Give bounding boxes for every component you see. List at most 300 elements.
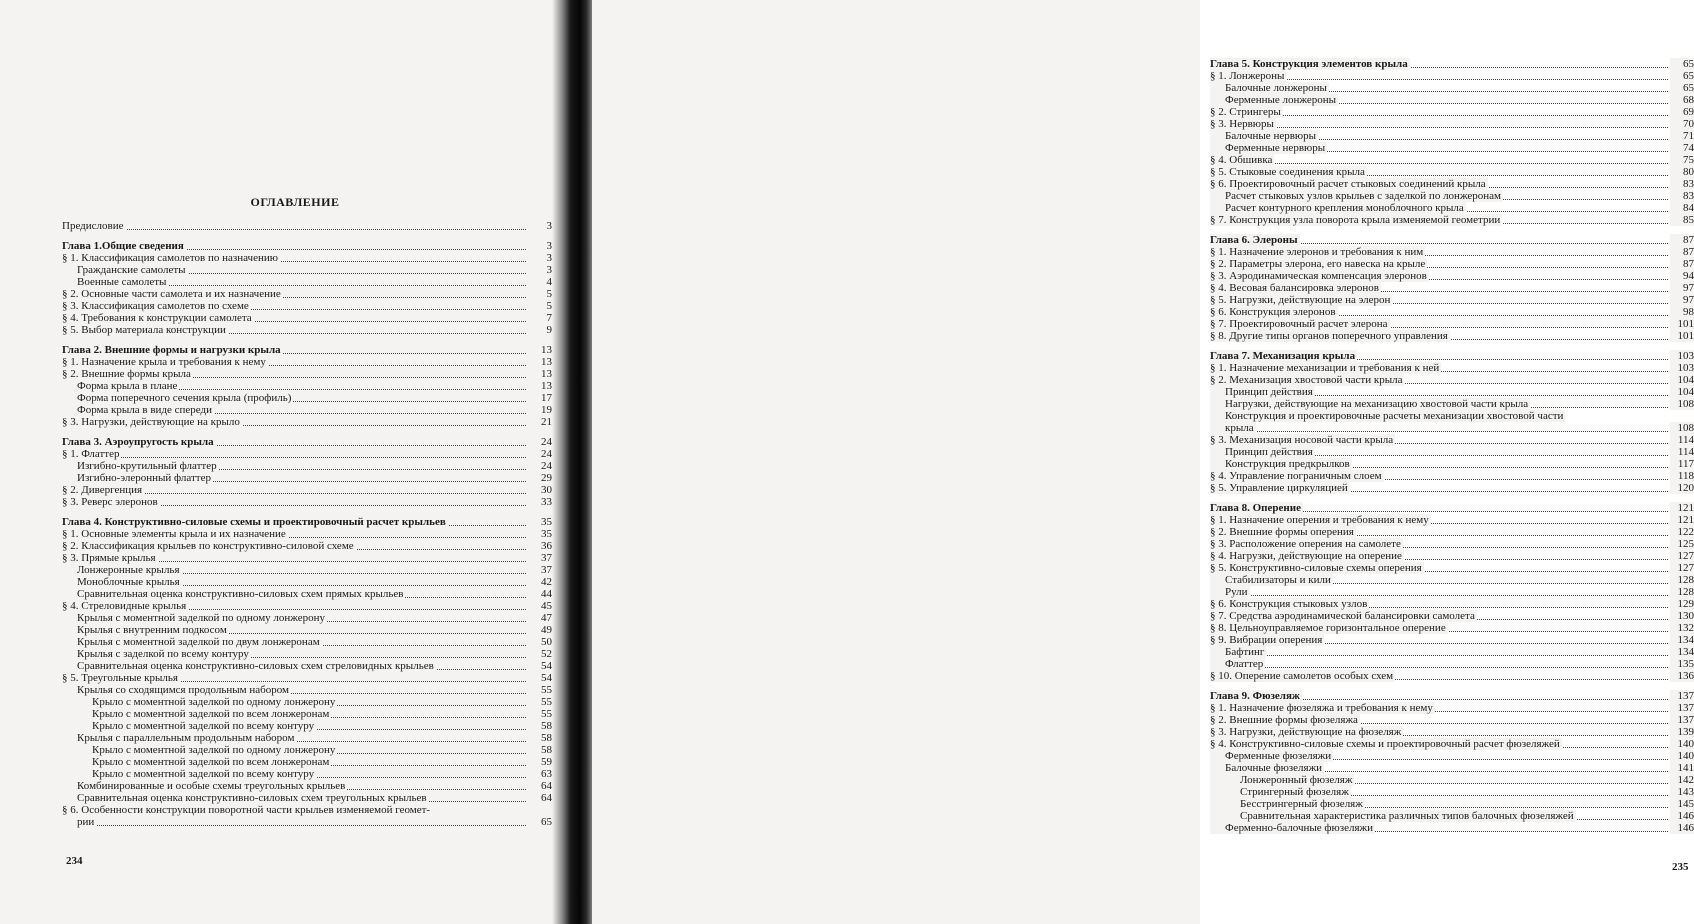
toc-entry-page: 5 bbox=[528, 300, 552, 312]
toc-entry-page: 33 bbox=[528, 496, 552, 508]
toc-entry-page: 37 bbox=[528, 552, 552, 564]
toc-entry bbox=[1210, 538, 1694, 550]
toc-entry-page: 114 bbox=[1670, 446, 1694, 458]
toc-entry-title: § 3. Прямые крылья bbox=[62, 552, 156, 564]
right-page bbox=[592, 0, 1694, 924]
section-gap bbox=[1210, 494, 1694, 502]
toc-entry-page: 30 bbox=[528, 484, 552, 496]
toc-entry bbox=[1210, 166, 1694, 178]
toc-entry-page: 13 bbox=[528, 368, 552, 380]
toc-entry-title: Принцип действия bbox=[1210, 386, 1315, 398]
section-gap bbox=[1210, 682, 1694, 690]
toc-chapter-entry bbox=[1210, 58, 1694, 70]
toc-entry-title: Глава 5. Конструкция элементов крыла bbox=[1210, 58, 1408, 70]
toc-entry-title: рии bbox=[62, 816, 96, 828]
toc-entry-page: 24 bbox=[528, 448, 552, 460]
toc-entry bbox=[1210, 94, 1694, 106]
toc-entry bbox=[1210, 106, 1694, 118]
toc-entry bbox=[1210, 178, 1694, 190]
toc-entry-page: 120 bbox=[1670, 482, 1694, 494]
toc-entry-page: 54 bbox=[528, 660, 552, 672]
toc-entry-title: § 1. Лонжероны bbox=[1210, 70, 1285, 82]
toc-entry-page: 87 bbox=[1670, 234, 1694, 246]
toc-entry-title: § 2. Механизация хвостовой части крыла bbox=[1210, 374, 1403, 386]
toc-entry-page: 3 bbox=[528, 240, 552, 252]
toc-entry-title: Рули bbox=[1210, 586, 1250, 598]
toc-entry bbox=[1210, 458, 1694, 470]
toc-entry-title: Крыло с моментной заделкой по всему контуру bbox=[62, 720, 316, 732]
toc-entry-title: § 6. Конструкция элеронов bbox=[1210, 306, 1336, 318]
toc-entry bbox=[62, 540, 552, 552]
toc-entry-title: § 3. Нагрузки, действующие на фюзеляж bbox=[1210, 726, 1402, 738]
toc-entry-title: § 10. Оперение самолетов особых схем bbox=[1210, 670, 1394, 682]
toc-entry bbox=[1210, 670, 1694, 682]
toc-entry-page: 3 bbox=[528, 220, 552, 232]
toc-entry-page: 9 bbox=[528, 324, 552, 336]
toc-entry bbox=[1210, 482, 1694, 494]
toc-entry-title: Бафтинг bbox=[1210, 646, 1266, 658]
dot-leader bbox=[1210, 655, 1668, 656]
toc-entry-title: Конструкция и проектировочные расчеты механизации хвостовой части bbox=[1210, 410, 1565, 422]
toc-entry-page: 146 bbox=[1670, 822, 1694, 834]
toc-entry-page: 58 bbox=[528, 720, 552, 732]
toc-entry-title: Глава 6. Элероны bbox=[1210, 234, 1298, 246]
section-gap bbox=[62, 336, 552, 344]
toc-entry-page: 58 bbox=[528, 744, 552, 756]
toc-entry-page: 127 bbox=[1670, 562, 1694, 574]
dot-leader bbox=[1210, 163, 1668, 164]
toc-entry-title: § 4. Конструктивно-силовые схемы и проектировочный расчет фюзеляжей bbox=[1210, 738, 1560, 750]
toc-entry-page: 59 bbox=[528, 756, 552, 768]
toc-entry-title: § 7. Конструкция узла поворота крыла изменяемой геометрии bbox=[1210, 214, 1501, 226]
toc-entry-title: Крыло с моментной заделкой по одному лонжерону bbox=[62, 744, 337, 756]
toc-entry bbox=[62, 484, 552, 496]
toc-entry-title: Стрингерный фюзеляж bbox=[1210, 786, 1351, 798]
toc-entry bbox=[1210, 386, 1694, 398]
toc-entry-title: § 7. Проектировочный расчет элерона bbox=[1210, 318, 1388, 330]
toc-entry bbox=[1210, 330, 1694, 342]
toc-entry-title: § 2. Дивергенция bbox=[62, 484, 143, 496]
toc-entry-page: 87 bbox=[1670, 258, 1694, 270]
toc-entry-title: Лонжеронный фюзеляж bbox=[1210, 774, 1354, 786]
toc-entry-page: 19 bbox=[528, 404, 552, 416]
toc-entry-title: § 4. Весовая балансировка элеронов bbox=[1210, 282, 1379, 294]
toc-entry-title: Крыло с моментной заделкой по всем лонжеронам bbox=[62, 708, 331, 720]
toc-entry bbox=[62, 404, 552, 416]
toc-entry-title: Комбинированные и особые схемы треугольных крыльев bbox=[62, 780, 347, 792]
section-gap bbox=[62, 232, 552, 240]
toc-entry-title: Изгибно-элеронный флаттер bbox=[62, 472, 213, 484]
toc-entry-page: 132 bbox=[1670, 622, 1694, 634]
toc-entry-page: 35 bbox=[528, 516, 552, 528]
toc-entry bbox=[62, 252, 552, 264]
toc-entry-page: 4 bbox=[528, 276, 552, 288]
toc-entry bbox=[1210, 738, 1694, 750]
toc-entry-title: § 3. Расположение оперения на самолете bbox=[1210, 538, 1401, 550]
toc-entry bbox=[1210, 422, 1694, 434]
dot-leader bbox=[1210, 595, 1668, 596]
toc-chapter-entry bbox=[62, 516, 552, 528]
toc-entry-title: Сравнительная оценка конструктивно-силовых схем прямых крыльев bbox=[62, 588, 405, 600]
toc-entry-title: § 1. Основные элементы крыла и их назначение bbox=[62, 528, 286, 540]
toc-entry-title: § 2. Внешние формы фюзеляжа bbox=[1210, 714, 1358, 726]
toc-entry-title: § 9. Вибрации оперения bbox=[1210, 634, 1323, 646]
toc-entry-title: Предисловие bbox=[62, 220, 124, 232]
page-number-left: 234 bbox=[66, 855, 83, 867]
toc-entry-page: 128 bbox=[1670, 574, 1694, 586]
toc-entry bbox=[1210, 294, 1694, 306]
toc-entry-page: 85 bbox=[1670, 214, 1694, 226]
toc-entry-page: 69 bbox=[1670, 106, 1694, 118]
toc-entry-page: 136 bbox=[1670, 670, 1694, 682]
toc-entry-title: крыла bbox=[1210, 422, 1256, 434]
toc-entry bbox=[62, 528, 552, 540]
toc-entry-page: 141 bbox=[1670, 762, 1694, 774]
toc-entry-title: § 4. Стреловидные крылья bbox=[62, 600, 187, 612]
toc-entry-page: 108 bbox=[1670, 422, 1694, 434]
toc-entry bbox=[62, 684, 552, 696]
toc-entry bbox=[1210, 774, 1694, 786]
toc-entry bbox=[62, 792, 552, 804]
toc-entry-page: 42 bbox=[528, 576, 552, 588]
toc-entry-title: Сравнительная оценка конструктивно-силовых схем треугольных крыльев bbox=[62, 792, 429, 804]
toc-entry-title: Крылья с моментной заделкой по одному лонжерону bbox=[62, 612, 327, 624]
toc-entry-page: 97 bbox=[1670, 294, 1694, 306]
toc-entry-title: § 8. Цельноуправляемое горизонтальное оперение bbox=[1210, 622, 1446, 634]
toc-chapter-entry bbox=[1210, 502, 1694, 514]
toc-entry-title: Расчет стыковых узлов крыльев с заделкой по лонжеронам bbox=[1210, 190, 1503, 202]
toc-entry-page: 122 bbox=[1670, 526, 1694, 538]
toc-entry bbox=[62, 780, 552, 792]
toc-entry-title: § 4. Нагрузки, действующие на оперение bbox=[1210, 550, 1402, 562]
toc-entry-page: 13 bbox=[528, 356, 552, 368]
toc-entry-page: 101 bbox=[1670, 318, 1694, 330]
toc-entry bbox=[1210, 750, 1694, 762]
toc-entry-page: 140 bbox=[1670, 738, 1694, 750]
toc-entry-page: 47 bbox=[528, 612, 552, 624]
toc-entry-page: 129 bbox=[1670, 598, 1694, 610]
toc-entry-page: 50 bbox=[528, 636, 552, 648]
toc-entry-page: 130 bbox=[1670, 610, 1694, 622]
toc-entry-page: 55 bbox=[528, 696, 552, 708]
toc-entry bbox=[62, 312, 552, 324]
toc-entry bbox=[62, 392, 552, 404]
toc-entry-page: 118 bbox=[1670, 470, 1694, 482]
section-gap bbox=[1210, 226, 1694, 234]
toc-entry-title: Крыло с моментной заделкой по одному лонжерону bbox=[62, 696, 337, 708]
toc-entry-title: Ферменно-балочные фюзеляжи bbox=[1210, 822, 1375, 834]
toc-entry-page: 146 bbox=[1670, 810, 1694, 822]
toc-entry-title: Флаттер bbox=[1210, 658, 1265, 670]
toc-entry-title: § 7. Средства аэродинамической балансировки самолета bbox=[1210, 610, 1475, 622]
toc-entry bbox=[1210, 550, 1694, 562]
toc-entry bbox=[62, 380, 552, 392]
toc-entry-page: 75 bbox=[1670, 154, 1694, 166]
toc-entry-page: 121 bbox=[1670, 502, 1694, 514]
toc-entry bbox=[62, 612, 552, 624]
toc-entry-title: § 4. Управление пограничным слоем bbox=[1210, 470, 1382, 482]
toc-entry-title: Форма крыла в виде спереди bbox=[62, 404, 214, 416]
dot-leader bbox=[62, 825, 526, 826]
toc-entry-page: 101 bbox=[1670, 330, 1694, 342]
toc-entry bbox=[62, 356, 552, 368]
toc-entry-title: Конструкция предкрылков bbox=[1210, 458, 1352, 470]
toc-entry-title: § 5. Конструктивно-силовые схемы оперения bbox=[1210, 562, 1422, 574]
toc-entry bbox=[1210, 142, 1694, 154]
toc-entry-title: § 6. Конструкция стыковых узлов bbox=[1210, 598, 1368, 610]
toc-entry-page: 135 bbox=[1670, 658, 1694, 670]
toc-entry-page: 134 bbox=[1670, 634, 1694, 646]
toc-entry-title: Глава 8. Оперение bbox=[1210, 502, 1301, 514]
toc-entry-title: Бесстрингерный фюзеляж bbox=[1210, 798, 1365, 810]
toc-entry-page: 94 bbox=[1670, 270, 1694, 282]
toc-entry-page: 44 bbox=[528, 588, 552, 600]
toc-entry-title: § 1. Классификация самолетов по назначению bbox=[62, 252, 278, 264]
toc-entry-page: 140 bbox=[1670, 750, 1694, 762]
toc-entry-page: 7 bbox=[528, 312, 552, 324]
toc-entry bbox=[62, 648, 552, 660]
left-page bbox=[0, 0, 563, 924]
toc-entry-title: Форма поперечного сечения крыла (профиль) bbox=[62, 392, 293, 404]
toc-entry-page: 55 bbox=[528, 708, 552, 720]
toc-entry-title: Сравнительная характеристика различных типов балочных фюзеляжей bbox=[1210, 810, 1576, 822]
toc-entry bbox=[62, 264, 552, 276]
toc-entry bbox=[62, 496, 552, 508]
toc-entry-page: 104 bbox=[1670, 386, 1694, 398]
toc-entry-title: § 3. Реверс элеронов bbox=[62, 496, 158, 508]
toc-entry-page: 125 bbox=[1670, 538, 1694, 550]
toc-entry bbox=[62, 448, 552, 460]
toc-entry bbox=[62, 460, 552, 472]
toc-chapter-entry bbox=[62, 240, 552, 252]
toc-entry-title: § 2. Основные части самолета и их назначение bbox=[62, 288, 281, 300]
toc-entry bbox=[62, 744, 552, 756]
section-gap bbox=[62, 508, 552, 516]
toc-entry-page: 36 bbox=[528, 540, 552, 552]
toc-entry bbox=[62, 576, 552, 588]
toc-heading: ОГЛАВЛЕНИЕ bbox=[250, 195, 340, 209]
toc-entry-title: Глава 9. Фюзеляж bbox=[1210, 690, 1300, 702]
toc-entry-page: 142 bbox=[1670, 774, 1694, 786]
toc-entry-title: § 3. Классификация самолетов по схеме bbox=[62, 300, 249, 312]
toc-entry-title: Сравнительная оценка конструктивно-силовых схем стреловидных крыльев bbox=[62, 660, 436, 672]
toc-entry-title: § 3. Аэродинамическая компенсация элеронов bbox=[1210, 270, 1427, 282]
toc-entry-page: 139 bbox=[1670, 726, 1694, 738]
toc-entry-title: § 8. Другие типы органов поперечного управления bbox=[1210, 330, 1448, 342]
toc-entry-title: § 6. Особенности конструкции поворотной части крыльев изменяемой геомет- bbox=[62, 804, 431, 816]
toc-entry-page: 137 bbox=[1670, 690, 1694, 702]
toc-entry bbox=[62, 804, 552, 816]
toc-entry bbox=[1210, 306, 1694, 318]
toc-entry-page: 103 bbox=[1670, 362, 1694, 374]
toc-entry bbox=[1210, 246, 1694, 258]
toc-entry bbox=[62, 696, 552, 708]
toc-entry-title: § 1. Назначение фюзеляжа и требования к нему bbox=[1210, 702, 1433, 714]
toc-entry bbox=[1210, 190, 1694, 202]
toc-entry bbox=[62, 368, 552, 380]
toc-entry-page: 65 bbox=[1670, 82, 1694, 94]
toc-entry-title: Крылья с моментной заделкой по двум лонжеронам bbox=[62, 636, 322, 648]
toc-entry-page: 49 bbox=[528, 624, 552, 636]
toc-entry bbox=[1210, 434, 1694, 446]
toc-entry bbox=[1210, 154, 1694, 166]
toc-entry bbox=[1210, 786, 1694, 798]
dot-leader bbox=[62, 457, 526, 458]
toc-entry-title: § 2. Классификация крыльев по конструктивно-силовой схеме bbox=[62, 540, 354, 552]
toc-entry bbox=[1210, 446, 1694, 458]
toc-entry-title: § 5. Нагрузки, действующие на элерон bbox=[1210, 294, 1391, 306]
toc-chapter-entry bbox=[1210, 234, 1694, 246]
toc-entry-page: 21 bbox=[528, 416, 552, 428]
toc-entry-title: § 1. Назначение крыла и требования к нему bbox=[62, 356, 266, 368]
toc-entry bbox=[62, 300, 552, 312]
page-number-right: 235 bbox=[1672, 861, 1689, 873]
toc-entry-page: 80 bbox=[1670, 166, 1694, 178]
toc-entry-title: Крылья с внутренним подкосом bbox=[62, 624, 229, 636]
toc-entry-title: Изгибно-крутильный флаттер bbox=[62, 460, 219, 472]
toc-entry-page: 55 bbox=[528, 684, 552, 696]
toc-entry bbox=[1210, 714, 1694, 726]
toc-entry-title: Балочные фюзеляжи bbox=[1210, 762, 1324, 774]
toc-entry bbox=[62, 564, 552, 576]
toc-entry bbox=[1210, 598, 1694, 610]
toc-entry-page: 104 bbox=[1670, 374, 1694, 386]
toc-entry-title: Гражданские самолеты bbox=[62, 264, 188, 276]
toc-entry-page: 97 bbox=[1670, 282, 1694, 294]
toc-entry-page: 65 bbox=[1670, 70, 1694, 82]
toc-entry bbox=[1210, 810, 1694, 822]
toc-entry bbox=[62, 624, 552, 636]
toc-entry bbox=[62, 816, 552, 828]
toc-entry-page: 29 bbox=[528, 472, 552, 484]
section-gap bbox=[1210, 342, 1694, 350]
toc-entry bbox=[62, 472, 552, 484]
toc-entry bbox=[62, 288, 552, 300]
toc-entry bbox=[62, 600, 552, 612]
toc-entry-page: 52 bbox=[528, 648, 552, 660]
toc-entry-page: 68 bbox=[1670, 94, 1694, 106]
toc-entry bbox=[1210, 374, 1694, 386]
toc-entry bbox=[62, 720, 552, 732]
toc-entry-title: § 3. Механизация носовой части крыла bbox=[1210, 434, 1394, 446]
toc-entry-page: 58 bbox=[528, 732, 552, 744]
toc-entry-title: § 5. Треугольные крылья bbox=[62, 672, 178, 684]
toc-entry-page: 128 bbox=[1670, 586, 1694, 598]
toc-entry-title: § 2. Внешние формы крыла bbox=[62, 368, 191, 380]
toc-entry-page: 74 bbox=[1670, 142, 1694, 154]
toc-entry bbox=[1210, 574, 1694, 586]
toc-entry bbox=[62, 588, 552, 600]
toc-entry bbox=[1210, 526, 1694, 538]
toc-entry-title: Стабилизаторы и кили bbox=[1210, 574, 1333, 586]
toc-entry bbox=[1210, 282, 1694, 294]
toc-entry bbox=[1210, 634, 1694, 646]
toc-entry-title: § 6. Проектировочный расчет стыковых соединений крыла bbox=[1210, 178, 1486, 190]
toc-entry-page: 35 bbox=[528, 528, 552, 540]
toc-entry-title: Глава 4. Конструктивно-силовые схемы и проектировочный расчет крыльев bbox=[62, 516, 446, 528]
toc-entry bbox=[1210, 646, 1694, 658]
toc-entry bbox=[62, 708, 552, 720]
dot-leader bbox=[1210, 431, 1668, 432]
toc-entry bbox=[62, 220, 552, 232]
toc-entry-page: 45 bbox=[528, 600, 552, 612]
toc-entry bbox=[1210, 70, 1694, 82]
toc-entry bbox=[1210, 270, 1694, 282]
toc-entry bbox=[1210, 798, 1694, 810]
toc-entry bbox=[1210, 82, 1694, 94]
toc-entry-title: § 5. Выбор материала конструкции bbox=[62, 324, 226, 336]
toc-entry-title: Балочные нервюры bbox=[1210, 130, 1318, 142]
toc-entry-page: 121 bbox=[1670, 514, 1694, 526]
toc-entry bbox=[62, 324, 552, 336]
toc-entry-title: Принцип действия bbox=[1210, 446, 1315, 458]
toc-entry-title: Лонжеронные крылья bbox=[62, 564, 182, 576]
toc-entry bbox=[1210, 702, 1694, 714]
toc-list-left bbox=[62, 220, 552, 828]
toc-entry-page: 24 bbox=[528, 460, 552, 472]
toc-entry-title: Глава 3. Аэроупругость крыла bbox=[62, 436, 214, 448]
toc-entry-title: Крылья со сходящимся продольным набором bbox=[62, 684, 291, 696]
toc-entry bbox=[1210, 398, 1694, 410]
toc-entry-page: 24 bbox=[528, 436, 552, 448]
toc-entry-page: 70 bbox=[1670, 118, 1694, 130]
toc-entry bbox=[1210, 362, 1694, 374]
toc-entry-title: § 5. Стыковые соединения крыла bbox=[1210, 166, 1365, 178]
toc-entry bbox=[62, 756, 552, 768]
toc-entry-page: 13 bbox=[528, 344, 552, 356]
toc-entry bbox=[62, 276, 552, 288]
toc-entry-page: 5 bbox=[528, 288, 552, 300]
toc-chapter-entry bbox=[62, 344, 552, 356]
toc-entry-page: 64 bbox=[528, 780, 552, 792]
dot-leader bbox=[1210, 667, 1668, 668]
toc-entry bbox=[1210, 410, 1694, 422]
toc-entry-page: 17 bbox=[528, 392, 552, 404]
toc-entry-title: § 1. Назначение элеронов и требования к ним bbox=[1210, 246, 1424, 258]
toc-entry-title: § 1. Назначение оперения и требования к нему bbox=[1210, 514, 1429, 526]
toc-entry-title: Крыло с моментной заделкой по всем лонжеронам bbox=[62, 756, 331, 768]
toc-entry bbox=[1210, 130, 1694, 142]
toc-entry-page: 103 bbox=[1670, 350, 1694, 362]
toc-entry-page: 71 bbox=[1670, 130, 1694, 142]
toc-chapter-entry bbox=[62, 436, 552, 448]
toc-entry bbox=[62, 768, 552, 780]
toc-entry-title: Военные самолеты bbox=[62, 276, 168, 288]
toc-entry-page: 3 bbox=[528, 252, 552, 264]
toc-entry-title: § 2. Внешние формы оперения bbox=[1210, 526, 1354, 538]
toc-chapter-entry bbox=[1210, 690, 1694, 702]
toc-entry-page: 65 bbox=[528, 816, 552, 828]
toc-entry bbox=[1210, 610, 1694, 622]
toc-entry-title: § 1. Назначение механизации и требования к ней bbox=[1210, 362, 1440, 374]
dot-leader bbox=[62, 229, 526, 230]
toc-entry-title: § 4. Обшивка bbox=[1210, 154, 1273, 166]
toc-entry-title: Ферменные лонжероны bbox=[1210, 94, 1338, 106]
toc-list-right bbox=[1210, 58, 1694, 834]
toc-entry-page: 64 bbox=[528, 792, 552, 804]
toc-entry bbox=[62, 732, 552, 744]
toc-entry-page: 134 bbox=[1670, 646, 1694, 658]
toc-entry-title: Крылья с параллельным продольным набором bbox=[62, 732, 296, 744]
toc-entry bbox=[1210, 258, 1694, 270]
toc-entry bbox=[1210, 726, 1694, 738]
toc-entry bbox=[62, 552, 552, 564]
toc-entry-page: 83 bbox=[1670, 178, 1694, 190]
toc-entry-title: § 4. Требования к конструкции самолета bbox=[62, 312, 252, 324]
toc-entry-title: Балочные лонжероны bbox=[1210, 82, 1329, 94]
toc-entry bbox=[62, 636, 552, 648]
toc-entry bbox=[1210, 514, 1694, 526]
